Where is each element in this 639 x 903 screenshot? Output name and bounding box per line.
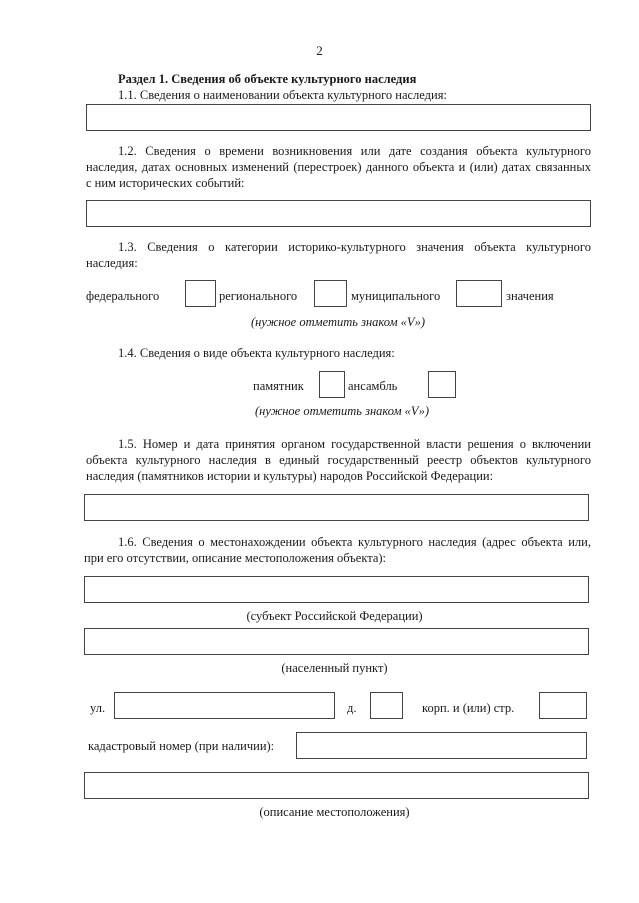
section-1-2-line1 (86, 143, 591, 159)
section-1-3-line2: наследия: (86, 256, 138, 270)
section-1-6-text1: 1.6. Сведения о местонахождении объекта культурного наследия (адрес объекта или, (118, 535, 591, 549)
street-label: ул. (90, 701, 106, 715)
section-1-3-text1: 1.3. Сведения о категории историко-культурного значения объекта культурного (118, 240, 591, 254)
cadastral-label: кадастровый номер (при наличии): (88, 739, 275, 753)
location-description-field[interactable] (84, 772, 589, 799)
locality-field[interactable] (84, 628, 589, 655)
type-monument-checkbox[interactable] (319, 371, 345, 398)
category-municipal-label: муниципального (351, 289, 441, 303)
type-monument-label: памятник (253, 379, 304, 393)
section-1-5-line1 (86, 436, 591, 452)
section-1-4-label: 1.4. Сведения о виде объекта культурного наследия: (118, 346, 395, 360)
type-ensemble-label: ансамбль (348, 379, 398, 393)
section-1-6-line1 (84, 534, 591, 550)
creation-date-field[interactable] (86, 200, 591, 227)
type-note: (нужное отметить знаком «V») (255, 404, 429, 418)
category-federal-checkbox[interactable] (185, 280, 216, 307)
cadastral-field[interactable] (296, 732, 587, 759)
locality-caption: (населенный пункт) (281, 661, 388, 675)
registry-decision-field[interactable] (84, 494, 589, 521)
object-name-field[interactable] (86, 104, 591, 131)
building-field[interactable] (539, 692, 587, 719)
category-note: (нужное отметить знаком «V») (251, 315, 425, 329)
section-title: Раздел 1. Сведения об объекте культурного наследия (118, 72, 417, 86)
subject-caption: (субъект Российской Федерации) (246, 609, 423, 623)
section-1-2-line3: с ним исторических событий: (86, 176, 245, 190)
house-field[interactable] (370, 692, 403, 719)
section-1-5-line2: объекта культурного наследия в единый государственный реестр объектов культурного (86, 453, 591, 467)
section-1-3-line1 (86, 239, 591, 255)
section-1-5-line3: наследия (памятников истории и культуры) народов Российской Федерации: (86, 469, 494, 483)
section-1-5-text1: 1.5. Номер и дата принятия органом государственной власти решения о включении (118, 437, 591, 451)
category-regional-label: регионального (219, 289, 298, 303)
section-1-6-line2: при его отсутствии, описание местоположения объекта): (84, 551, 387, 565)
section-1-1-label: 1.1. Сведения о наименовании объекта культурного наследия: (118, 88, 447, 102)
category-federal-label: федерального (86, 289, 160, 303)
subject-field[interactable] (84, 576, 589, 603)
street-field[interactable] (114, 692, 335, 719)
section-1-2-text1: 1.2. Сведения о времени возникновения или дате создания объекта культурного (118, 144, 591, 158)
building-label: корп. и (или) стр. (422, 701, 515, 715)
location-description-caption: (описание местоположения) (259, 805, 410, 819)
section-1-2-line2: наследия, датах основных изменений (перестроек) данного объекта и (или) датах связанных (86, 160, 591, 174)
category-significance-label: значения (506, 289, 554, 303)
category-regional-checkbox[interactable] (314, 280, 347, 307)
page-number: 2 (316, 43, 323, 58)
house-label: д. (347, 701, 357, 715)
type-ensemble-checkbox[interactable] (428, 371, 456, 398)
category-municipal-checkbox[interactable] (456, 280, 502, 307)
